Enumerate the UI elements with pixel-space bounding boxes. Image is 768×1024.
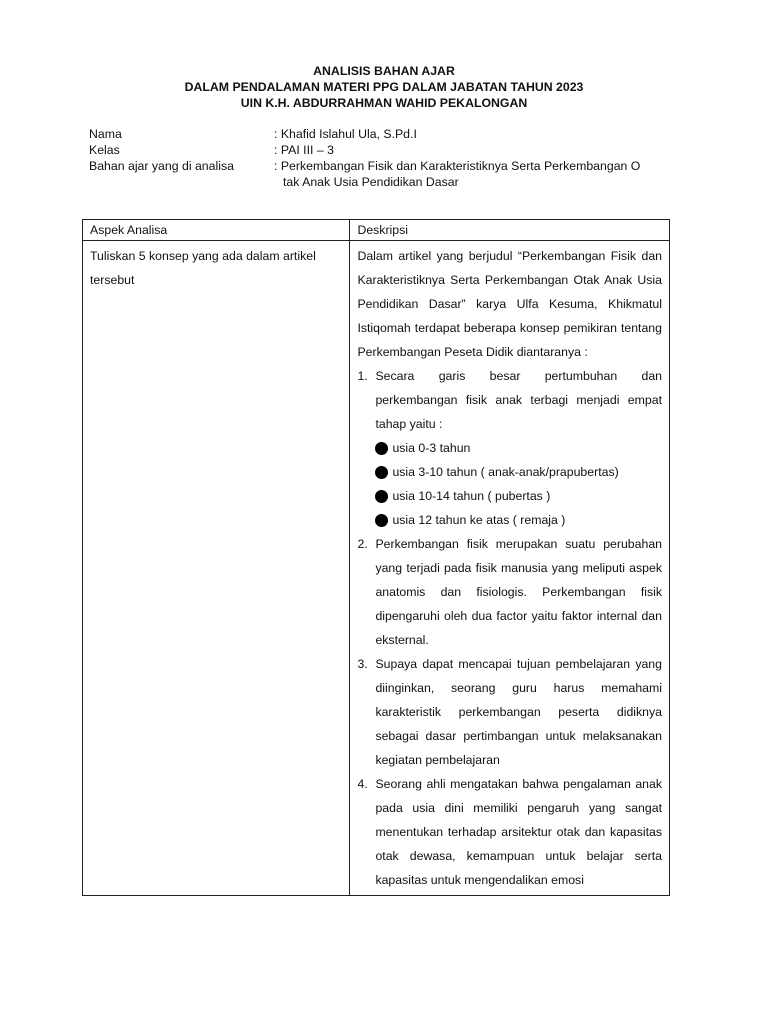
concept-item-1 <box>375 364 662 532</box>
aspek-text: Tuliskan 5 konsep yang ada dalam artikel tersebut <box>90 249 316 287</box>
bullet-icon <box>375 514 388 527</box>
identity-block <box>89 126 689 190</box>
header-subtitle: DALAM PENDALAMAN MATERI PPG DALAM JABATAN TAHUN 2023 <box>184 80 584 94</box>
kelas-value: : PAI III – 3 <box>274 143 334 157</box>
concept-text-1: Secara garis besar pertumbuhan dan perkembangan fisik anak terbagi menjadi empat tahap yaitu : <box>375 369 662 431</box>
concept-item-3 <box>375 652 662 772</box>
concept-text-2: Perkembangan fisik merupakan suatu perubahan yang terjadi pada fisik manusia yang meliputi aspek anatomis dan fisiologis. Perkembangan fisik dipengaruhi oleh dua factor yaitu faktor internal dan eksternal. <box>375 537 662 647</box>
concept-item-4 <box>375 772 662 892</box>
age-stage-item <box>375 436 662 460</box>
bahan-label: Bahan ajar yang di analisa <box>89 159 234 173</box>
concept-text-3: Supaya dapat mencapai tujuan pembelajaran yang diinginkan, seorang guru harus memahami karakteristik perkembangan peserta didiknya sebagai dasar pertimbangan untuk melaksanakan kegiatan pembelajaran <box>375 657 662 767</box>
age-stage-item <box>375 484 662 508</box>
bahan-row <box>89 158 689 174</box>
bahan-value-cont: tak Anak Usia Pendidikan Dasar <box>283 175 459 189</box>
bullet-icon <box>375 466 388 479</box>
deskripsi-cell <box>350 241 670 896</box>
age-stage-text: usia 0-3 tahun <box>392 441 471 455</box>
age-stage-list <box>375 436 662 532</box>
header-title: ANALISIS BAHAN AJAR <box>313 64 455 78</box>
concept-list <box>357 364 662 892</box>
table-row <box>83 241 670 896</box>
bullet-icon <box>375 442 388 455</box>
aspek-cell <box>83 241 350 896</box>
concept-text-4: Seorang ahli mengatakan bahwa pengalaman anak pada usia dini memiliki pengaruh yang sangat menentukan terhadap arsitektur otak dan kapasitas otak dewasa, kemampuan untuk belajar serta kapasitas untuk mengendalikan emosi <box>375 777 662 887</box>
bullet-icon <box>375 490 388 503</box>
description-intro: Dalam artikel yang berjudul “Perkembangan Fisik dan Karakteristiknya Serta Perkembangan Otak Anak Usia Pendidikan Dasar” karya Ulfa Kesuma, Khikmatul Istiqomah terdapat beberapa konsep pemikiran tentang Perkembangan Peseta Didik diantaranya : <box>357 249 662 359</box>
header-aspek: Aspek Analisa <box>83 220 350 241</box>
age-stage-text: usia 3-10 tahun ( anak-anak/prapubertas) <box>392 465 619 479</box>
nama-value: : Khafid Islahul Ula, S.Pd.I <box>274 127 417 141</box>
concept-item-2 <box>375 532 662 652</box>
document-header <box>0 63 768 111</box>
nama-row <box>89 126 689 142</box>
age-stage-text: usia 12 tahun ke atas ( remaja ) <box>392 513 566 527</box>
analysis-table <box>82 219 670 896</box>
header-deskripsi: Deskripsi <box>350 220 670 241</box>
bahan-value: : Perkembangan Fisik dan Karakteristiknya Serta Perkembangan O <box>274 159 641 173</box>
bahan-row-cont <box>89 174 689 190</box>
kelas-row <box>89 142 689 158</box>
header-institution: UIN K.H. ABDURRAHMAN WAHID PEKALONGAN <box>240 96 528 110</box>
age-stage-item <box>375 508 662 532</box>
age-stage-text: usia 10-14 tahun ( pubertas ) <box>392 489 551 503</box>
table-header-row <box>83 220 670 241</box>
age-stage-item <box>375 460 662 484</box>
nama-label: Nama <box>89 127 122 141</box>
kelas-label: Kelas <box>89 143 120 157</box>
